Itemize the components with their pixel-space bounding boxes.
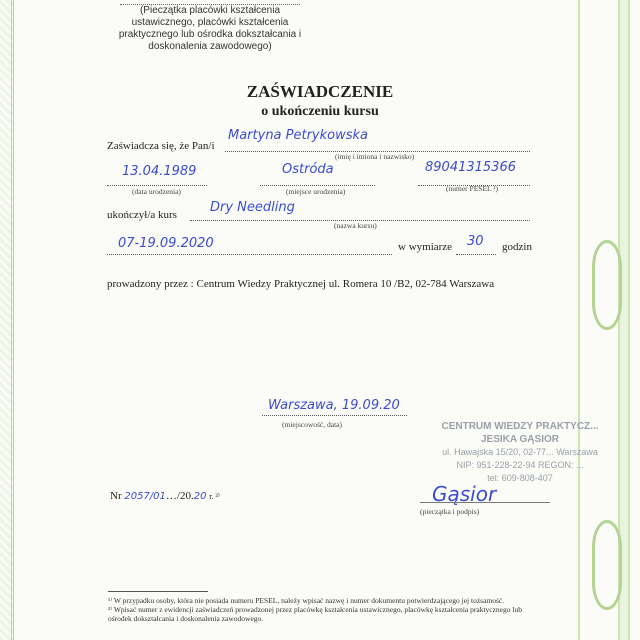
institution-stamp-area [100, 4, 320, 53]
place-date-caption: (miejscowość, data) [282, 420, 342, 429]
course-label: ukończył/a kurs [107, 209, 177, 221]
birth-date-value: 13.04.1989 [122, 164, 197, 179]
stamp-caption: (Pieczątka placówki kształcenia ustawicznego, placówki kształcenia praktycznego lub ośrodka dokształcania i doskonalenia zawodowego) [118, 5, 302, 52]
document-title: ZAŚWIADCZENIE [246, 82, 394, 101]
course-caption: (nazwa kursu) [334, 221, 377, 230]
signature-caption: (pieczątka i podpis) [420, 507, 480, 516]
register-number-value: 2057/01 [124, 491, 166, 502]
pesel-value: 89041315366 [425, 160, 516, 175]
register-number: Nr 2057/01…/20.20 r. ²⁾ [110, 490, 220, 502]
organizer-stamp: CENTRUM WIEDZY PRAKTYCZ... JESIKA GĄSIOR ul. Hawajska 15/20, 02-77... Warszawa NIP: 951-228-22-94 REGON: ... tel: 609-808-407 [441, 421, 599, 483]
footnotes: ¹⁾ W przypadku osoby, która nie posiada numeru PESEL, należy wpisać nazwę i numer dokumentu potwierdzającego jej tożsamość. ²⁾ Wpisać numer z ewidencji zaświadczeń prowadzonej przez placówkę kształcenia ustawicznego, placówkę kształcenia praktycznego lub ośrodek dokształcania i doskonalenia zawodowego. [108, 596, 522, 623]
ornament-icon [592, 520, 622, 610]
ornament-icon [592, 240, 622, 330]
course-dates-value: 07-19.09.2020 [118, 236, 214, 251]
birth-place-value: Ostróda [282, 162, 334, 177]
name-value: Martyna Petrykowska [228, 128, 369, 143]
hours-label: w wymiarze [398, 241, 453, 253]
birth-date-caption: (data urodzenia) [132, 187, 181, 196]
signature: Gąsior [432, 482, 497, 506]
course-value: Dry Needling [210, 200, 295, 215]
footnote-divider [108, 591, 208, 592]
pesel-caption: (numer PESEL ¹) [446, 184, 498, 193]
organizer-text: prowadzony przez : Centrum Wiedzy Praktycznej ul. Romera 10 /B2, 02-784 Warszawa [107, 278, 495, 290]
birth-place-caption: (miejsce urodzenia) [286, 187, 346, 196]
certifies-label: Zaświadcza się, że Pan/i [107, 140, 215, 152]
signature-line [420, 502, 550, 503]
document-subtitle: o ukończeniu kursu [261, 104, 379, 119]
name-caption: (imię i imiona i nazwisko) [335, 152, 415, 161]
hours-value: 30 [467, 234, 484, 249]
place-date-value: Warszawa, 19.09.20 [268, 398, 400, 413]
hours-unit: godzin [502, 241, 532, 253]
